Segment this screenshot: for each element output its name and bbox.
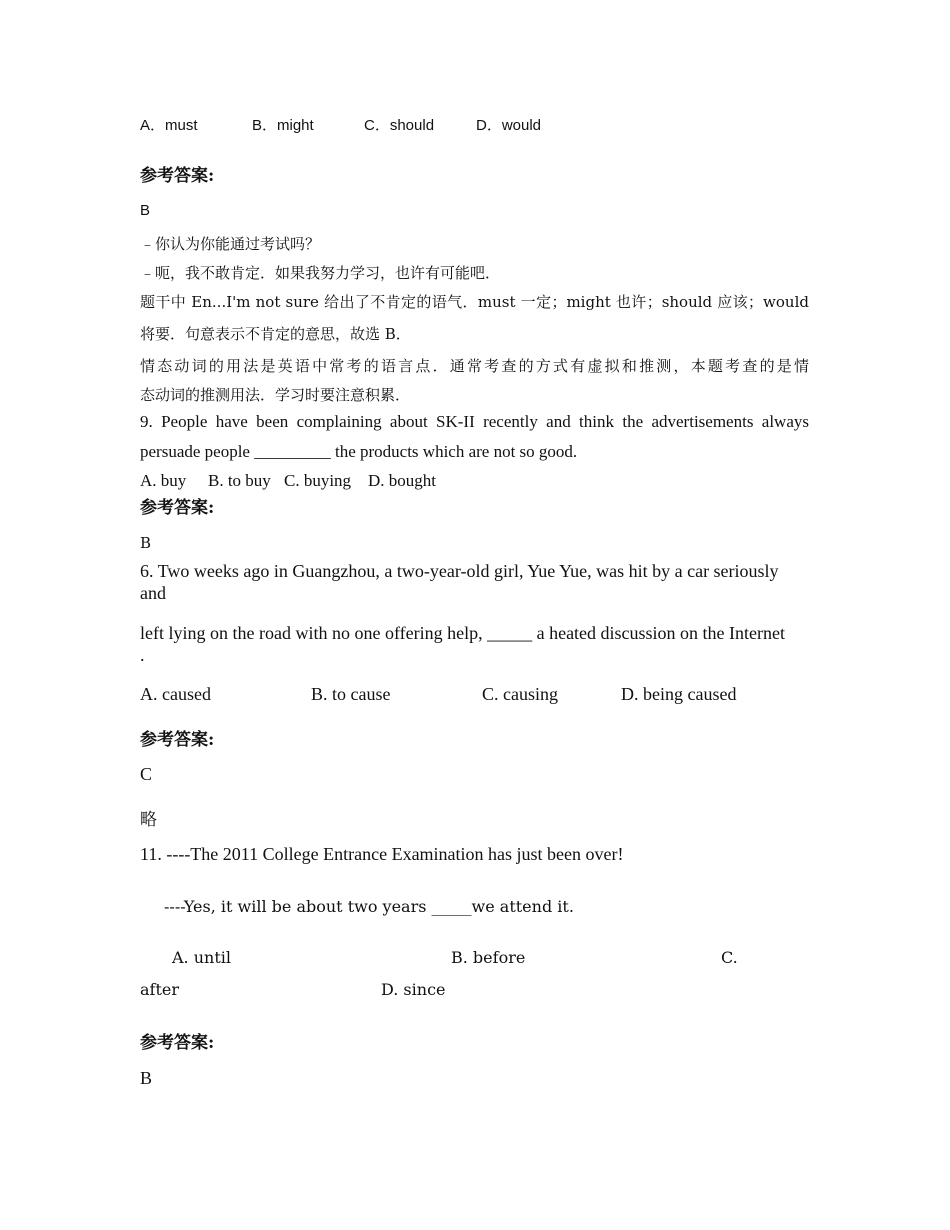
explanation-line: 情态动词的用法是英语中常考的语言点．通常考查的方式有虚拟和推测，本题考查的是情 — [140, 357, 809, 375]
option-b: B. to cause — [311, 684, 391, 704]
question-stem: and — [140, 583, 166, 603]
explanation-line: 题干中 En...I'm not sure 给出了不肯定的语气．must 一定；might 也许；should 应该；would — [140, 293, 809, 311]
explanation-line: 态动词的推测用法．学习时要注意积累． — [140, 386, 411, 404]
option-d: D. bought — [368, 471, 436, 490]
option-a: A. buy — [140, 471, 187, 490]
answer-heading: 参考答案: — [140, 166, 215, 186]
question-stem: 11. ----The 2011 College Entrance Examination has just been over! — [140, 844, 624, 864]
question-stem: . — [140, 645, 145, 665]
question-stem: 6. Two weeks ago in Guangzhou, a two-year-old girl, Yue Yue, was hit by a car seriously — [140, 561, 779, 581]
option-d: D．would — [476, 117, 542, 134]
answer-value: B — [140, 1068, 153, 1088]
answer-value: B — [140, 534, 152, 552]
option-c: C. causing — [482, 684, 558, 704]
option-c-text: after — [140, 980, 180, 999]
explanation-line: 将要．句意表示不肯定的意思，故选 B． — [140, 325, 411, 343]
answer-heading: 参考答案: — [140, 1033, 215, 1053]
question-stem: left lying on the road with no one offering help, _____ a heated discussion on the Internet — [140, 623, 786, 643]
option-d: D. being caused — [621, 684, 737, 704]
answer-heading: 参考答案: — [140, 730, 215, 750]
question-stem: ----Yes, it will be about two years _____we attend it. — [164, 897, 574, 916]
option-a: A. until — [172, 948, 231, 967]
option-c: C. buying — [284, 471, 352, 490]
option-d: D. since — [381, 980, 446, 999]
option-b: B. to buy — [208, 471, 271, 490]
option-c: C．should — [364, 117, 435, 134]
explanation-line: ﹣呃，我不敢肯定．如果我努力学习，也许有可能吧． — [140, 264, 501, 282]
option-b: B．might — [252, 117, 314, 134]
question-stem: 9. People have been complaining about SK-II recently and think the advertisements always — [140, 412, 809, 431]
explanation-line: ﹣你认为你能通过考试吗？ — [140, 235, 321, 253]
answer-heading: 参考答案: — [140, 498, 215, 518]
answer-value: C — [140, 764, 153, 784]
option-a: A. caused — [140, 684, 211, 704]
answer-value: B — [140, 202, 151, 219]
question-stem: persuade people _________ the products which are not so good. — [140, 442, 578, 461]
option-a: A．must — [140, 117, 198, 134]
option-b: B. before — [451, 948, 526, 967]
answer-note: 略 — [140, 810, 157, 830]
option-c-label: C. — [721, 948, 738, 967]
